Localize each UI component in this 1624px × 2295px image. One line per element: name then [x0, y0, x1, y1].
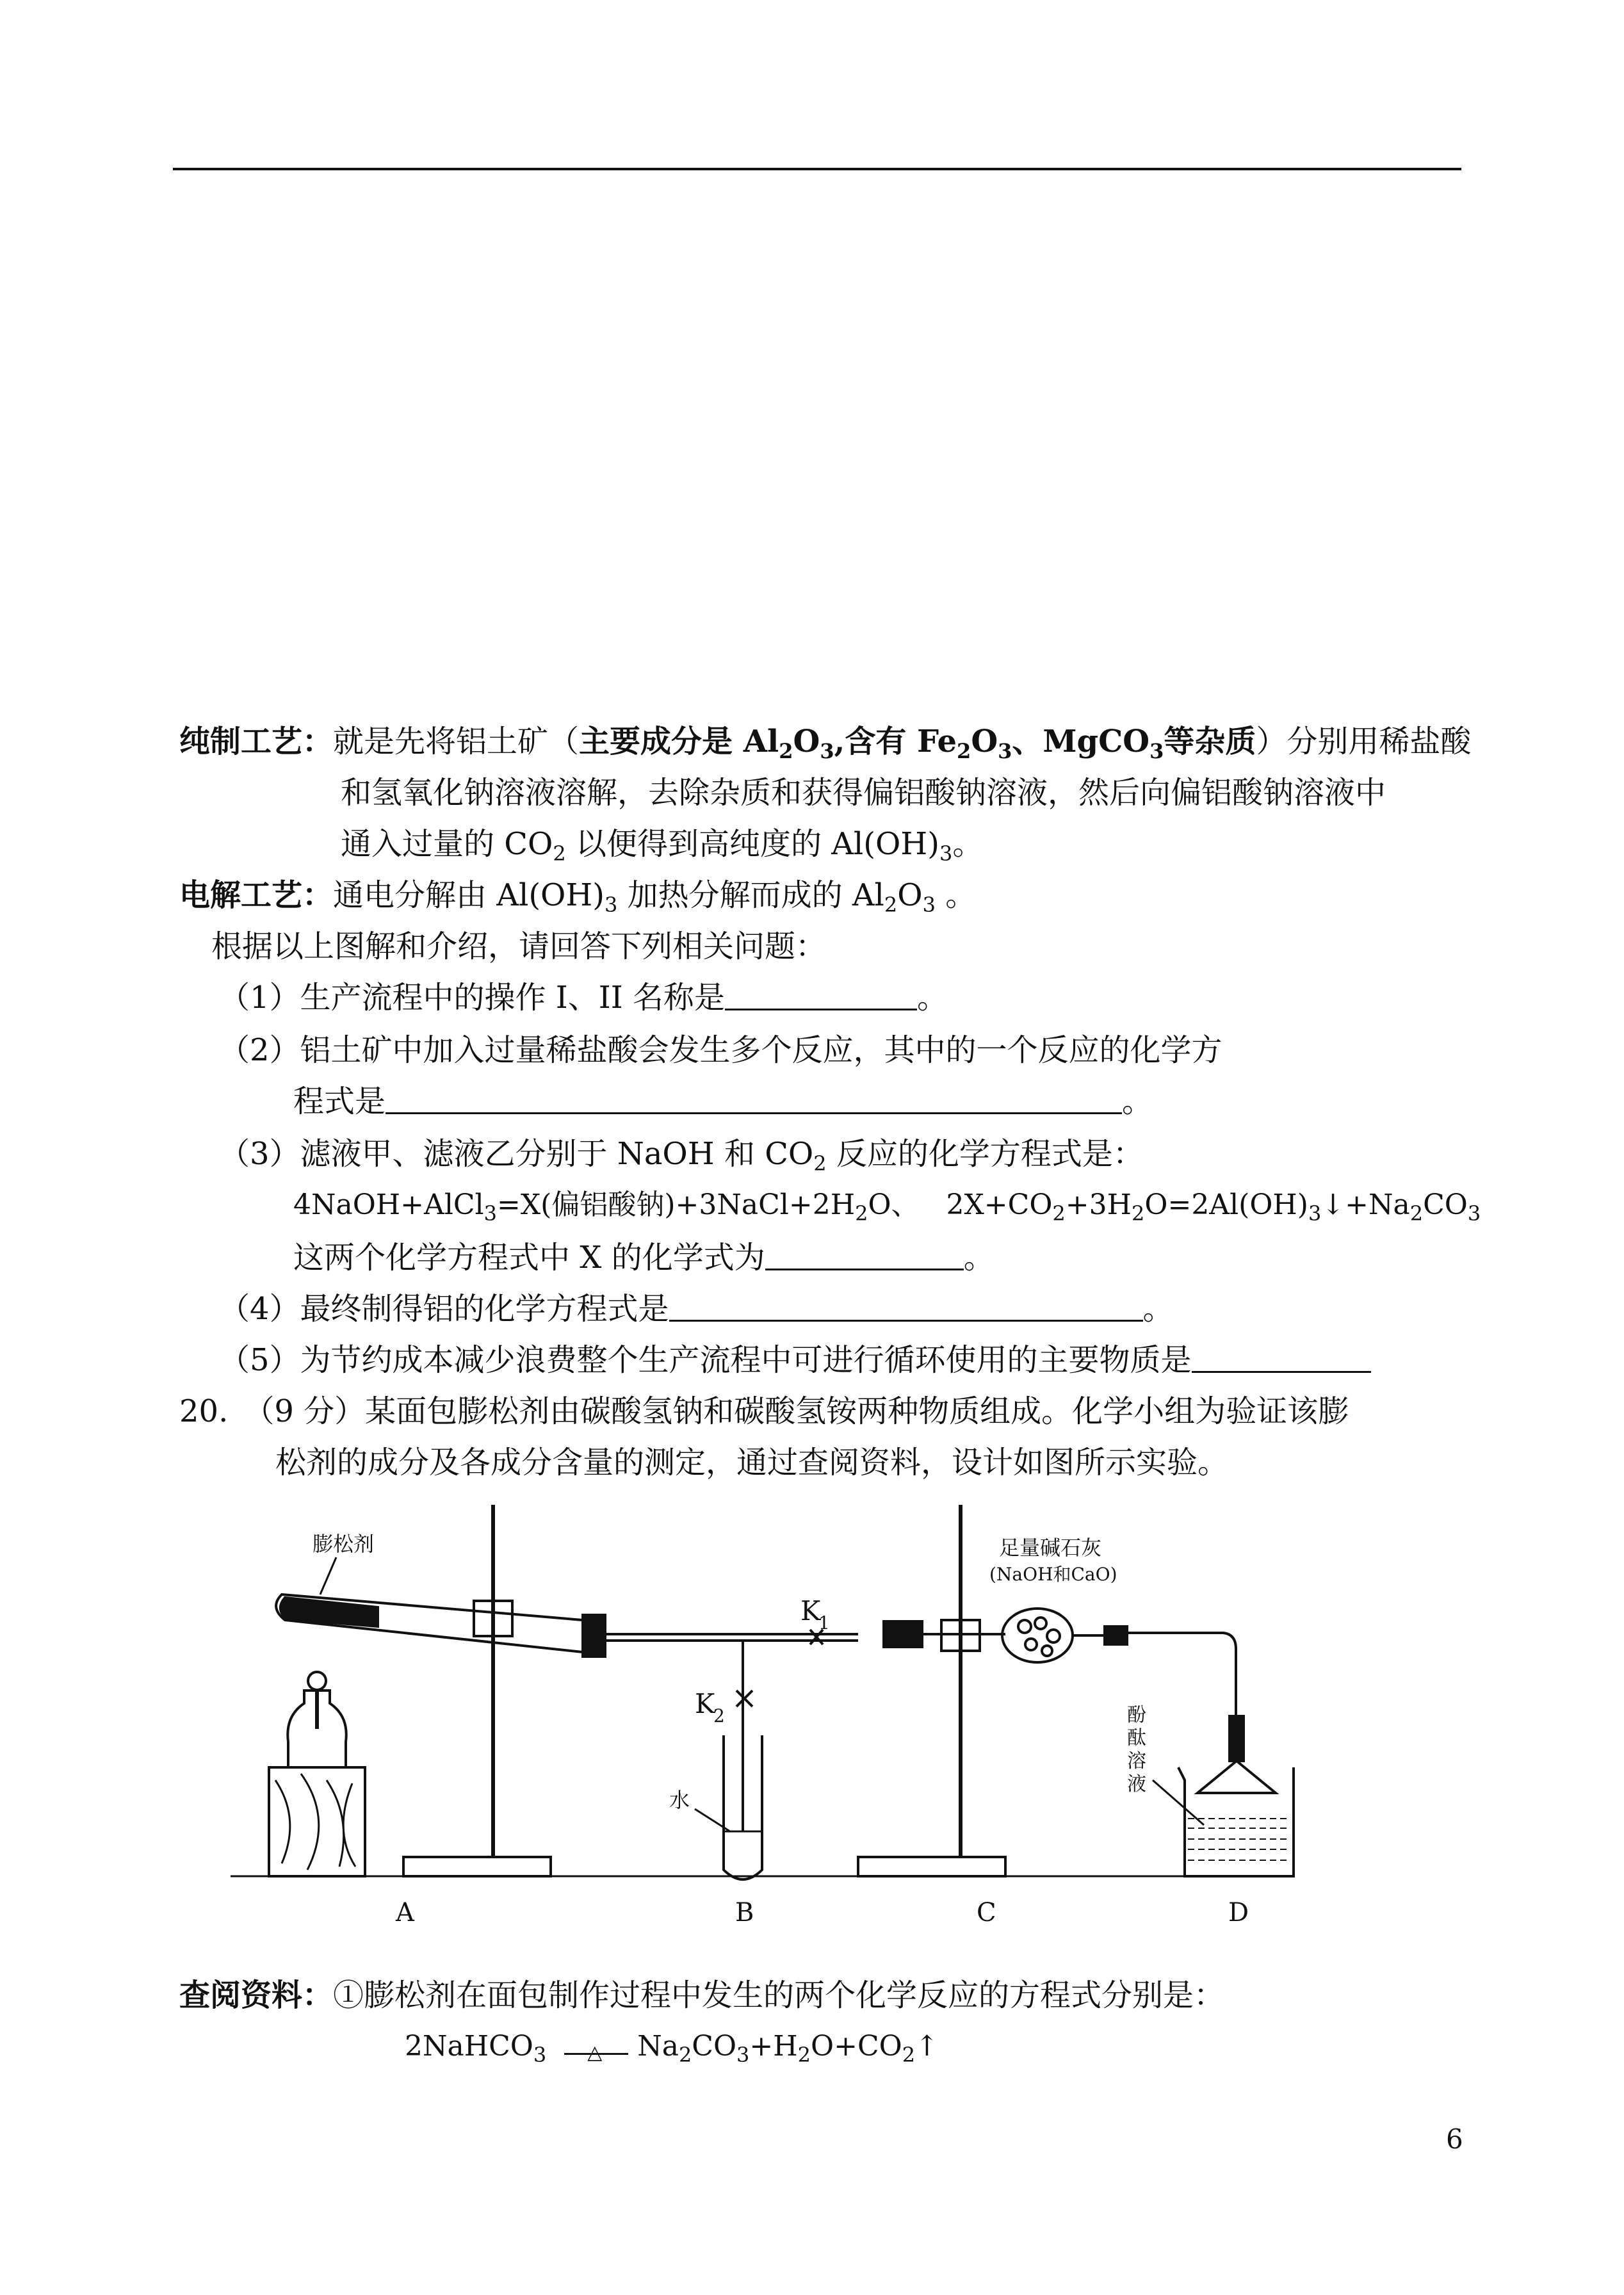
lookup-label: 查阅资料：: [179, 1977, 334, 2013]
equation-1: O、: [868, 1188, 920, 1221]
label-b: B: [735, 1898, 754, 1927]
phenol-label: 酚: [1127, 1704, 1146, 1726]
leavening-label: 膨松剂: [313, 1532, 375, 1556]
stand-base-a: [403, 1857, 551, 1876]
equation-2: +3H: [1065, 1188, 1132, 1221]
question-2-cont: [293, 1082, 1153, 1121]
sub-2: 2: [855, 1201, 868, 1226]
soda-lime-grain: [1025, 1639, 1037, 1650]
soda-lime-grain: [1042, 1646, 1052, 1656]
electro-text: 。: [945, 877, 977, 913]
formula-aloh: Al(OH): [831, 826, 939, 862]
sub-3: 3: [604, 893, 618, 917]
purify-text: 以便得到高纯度的: [575, 826, 822, 862]
purify-label: 纯制工艺：: [179, 724, 334, 759]
answer-blank-2[interactable]: [386, 1084, 1122, 1114]
phenol-label: 酞: [1127, 1727, 1146, 1749]
question-3-text: 反应的化学方程式是：: [836, 1136, 1144, 1172]
purify-text: 就是先将铝土矿（: [333, 724, 580, 759]
question-3-text: 和: [724, 1136, 755, 1172]
answer-blank-3[interactable]: [765, 1240, 964, 1270]
phenol-label: 溶: [1127, 1750, 1146, 1772]
electro-label: 电解工艺：: [179, 877, 334, 913]
formula-fe: Fe: [917, 724, 957, 759]
formula-o: O: [971, 724, 998, 759]
question-4-text: （4）最终制得铝的化学方程式是: [219, 1291, 669, 1327]
purify-contains: 含有: [845, 724, 907, 759]
electro-text: 加热分解而成的: [627, 877, 843, 913]
apparatus-b: [669, 1641, 762, 1927]
equation-2: O=2Al(OH): [1144, 1188, 1308, 1221]
formula-o: O: [897, 877, 923, 913]
stopper-c: [884, 1621, 922, 1647]
equation-1: 4NaOH+AlCl: [293, 1188, 484, 1221]
label-d: D: [1228, 1898, 1249, 1927]
lookup-line: [179, 1976, 1224, 2015]
equation-product: CO: [692, 2030, 737, 2063]
soda-lime-formula: (NaOH和CaO): [989, 1564, 1117, 1585]
question-3-text: （3）滤液甲、滤液乙分别于: [219, 1136, 608, 1172]
question-20-line-1: 20. （9 分）某面包膨松剂由碳酸氢钠和碳酸氢铵两种物质组成。化学小组为验证该膨: [179, 1393, 1349, 1429]
soda-lime-label: 足量碱石灰: [999, 1536, 1102, 1560]
purify-main-label: 主要成分是: [579, 724, 733, 759]
question-1: [219, 978, 948, 1017]
phenol-label: 液: [1127, 1773, 1146, 1796]
question-3-end: 。: [963, 1240, 995, 1276]
intro-text: 根据以上图解和介绍，请回答下列相关问题：: [211, 929, 827, 964]
clamp-k1[interactable]: [810, 1630, 823, 1644]
header-rule: [173, 168, 1461, 170]
sub-2: 2: [957, 739, 971, 763]
stand-base-c: [858, 1857, 1005, 1876]
apparatus-figure: [224, 1498, 1313, 1934]
sub-3: 3: [998, 739, 1012, 763]
equation-2: 2X+CO: [946, 1188, 1053, 1221]
sub-2: 2: [553, 841, 566, 866]
stopper-a: [583, 1615, 605, 1657]
k2-label: K: [695, 1688, 715, 1719]
precipitate-arrow: ↓: [1321, 1188, 1345, 1221]
question-20-line-2: 松剂的成分及各成分含量的测定，通过查阅资料，设计如图所示实验。: [275, 1445, 1229, 1480]
answer-blank-1[interactable]: [725, 980, 917, 1010]
sub-2: 2: [797, 2043, 811, 2067]
purify-main-components: 主要成分是 $Al_2O_3$,含有 $Fe_2O_3$、MgCO$_3$等杂质: [579, 724, 1256, 763]
sub-3: 3: [820, 739, 834, 763]
k1-sub: 1: [818, 1612, 830, 1634]
label-c: C: [977, 1898, 996, 1927]
purify-text: 。: [952, 826, 984, 862]
purify-text: ）分别用稀盐酸: [1256, 724, 1472, 759]
question-3: [219, 1135, 1144, 1176]
k2-sub: 2: [713, 1705, 725, 1726]
clamp-k2[interactable]: [736, 1691, 752, 1707]
wood-grain: [275, 1774, 355, 1870]
page-number: 6: [1446, 2123, 1463, 2155]
soda-lime-grain: [1035, 1618, 1046, 1629]
formula-al: Al: [743, 724, 779, 759]
electro-line: [179, 876, 977, 917]
phenol-pointer: [1153, 1780, 1204, 1825]
apparatus-a: [269, 1505, 605, 1927]
equation-2: +Na: [1345, 1188, 1410, 1221]
sub-3: 3: [533, 2043, 547, 2067]
sub-2: 2: [1052, 1201, 1066, 1226]
sub-3: 3: [1467, 1201, 1481, 1226]
lookup-text: ①膨松剂在面包制作过程中发生的两个化学反应的方程式分别是：: [333, 1977, 1225, 2013]
equation-product: Na: [637, 2030, 679, 2063]
heat-symbol: △: [587, 2041, 603, 2064]
apparatus-c: [858, 1505, 1117, 1927]
inverted-funnel: [1198, 1761, 1276, 1793]
question-1-text: （1）生产流程中的操作 I、II 名称是: [219, 980, 725, 1016]
purify-impurities: 等杂质: [1164, 724, 1256, 759]
sub-2: 2: [1132, 1201, 1145, 1226]
rubber-link: [1230, 1716, 1244, 1761]
drying-bulb: [1002, 1609, 1073, 1662]
water-label: 水: [669, 1788, 690, 1812]
question-5: [219, 1341, 1371, 1379]
apparatus-d: [1105, 1626, 1294, 1927]
purify-line-2: 和氢氧化钠溶液溶解，去除杂质和获得偏铝酸钠溶液，然后向偏铝酸钠溶液中: [341, 775, 1386, 811]
question-2-text: 程式是: [293, 1083, 386, 1119]
question-4-end: 。: [1142, 1291, 1174, 1327]
question-3-last: [293, 1238, 995, 1277]
purify-line-1: [179, 722, 1471, 761]
sub-2: 2: [779, 739, 793, 763]
question-4: [219, 1290, 1174, 1328]
formula-co: CO: [504, 826, 553, 862]
question-3-text: 这两个化学方程式中 X 的化学式为: [293, 1240, 765, 1276]
soda-lime-grain: [1047, 1630, 1060, 1642]
sub-2: 2: [884, 893, 898, 917]
purify-line-3: [341, 825, 984, 866]
answer-blank-4[interactable]: [669, 1292, 1143, 1322]
sub-2: 2: [1409, 1201, 1424, 1226]
sub-3: 3: [1149, 739, 1164, 763]
equation-reactant: 2NaHCO: [405, 2030, 533, 2063]
electro-text: 通电分解由: [333, 877, 487, 913]
leavening-pointer: [320, 1557, 336, 1594]
equation-1: =X(偏铝酸钠)+3NaCl+2H: [496, 1188, 856, 1221]
lamp-cap: [308, 1672, 326, 1690]
formula-naoh: NaOH: [617, 1136, 715, 1172]
formula-o: O: [793, 724, 820, 759]
sub-3: 3: [736, 2043, 750, 2067]
equation-2: CO: [1423, 1188, 1468, 1221]
formula-mgco: MgCO: [1043, 724, 1150, 759]
formula-al: Al: [852, 877, 884, 913]
formula-co: CO: [765, 1136, 814, 1172]
question-2: （2）铝土矿中加入过量稀盐酸会发生多个反应，其中的一个反应的化学方: [219, 1032, 1222, 1068]
question-1-end: 。: [916, 980, 948, 1016]
sub-3: 3: [922, 893, 936, 917]
soda-lime-grain: [1018, 1620, 1031, 1633]
sub-2: 2: [678, 2043, 692, 2067]
k1-label: K: [800, 1595, 821, 1626]
sub-2: 2: [902, 2043, 916, 2067]
equation-product: +H: [749, 2030, 798, 2063]
gas-arrow: ↑: [915, 2030, 939, 2063]
sub-3: 3: [1308, 1201, 1322, 1226]
equation-product: O+CO: [811, 2030, 902, 2063]
answer-blank-5[interactable]: [1192, 1343, 1371, 1373]
tube-joint: [1105, 1626, 1127, 1644]
question-5-text: （5）为节约成本减少浪费整个生产流程中可进行循环使用的主要物质是: [219, 1342, 1192, 1378]
question-2-end: 。: [1122, 1083, 1153, 1119]
lookup-equation: [405, 2027, 939, 2066]
equations-line: [293, 1186, 1481, 1224]
sub-3: 3: [939, 841, 953, 866]
purify-text: 通入过量的: [341, 826, 495, 862]
sub-2: 2: [813, 1151, 827, 1176]
label-a: A: [396, 1898, 414, 1927]
formula-aloh: Al(OH): [496, 877, 605, 913]
sub-3: 3: [483, 1201, 497, 1226]
